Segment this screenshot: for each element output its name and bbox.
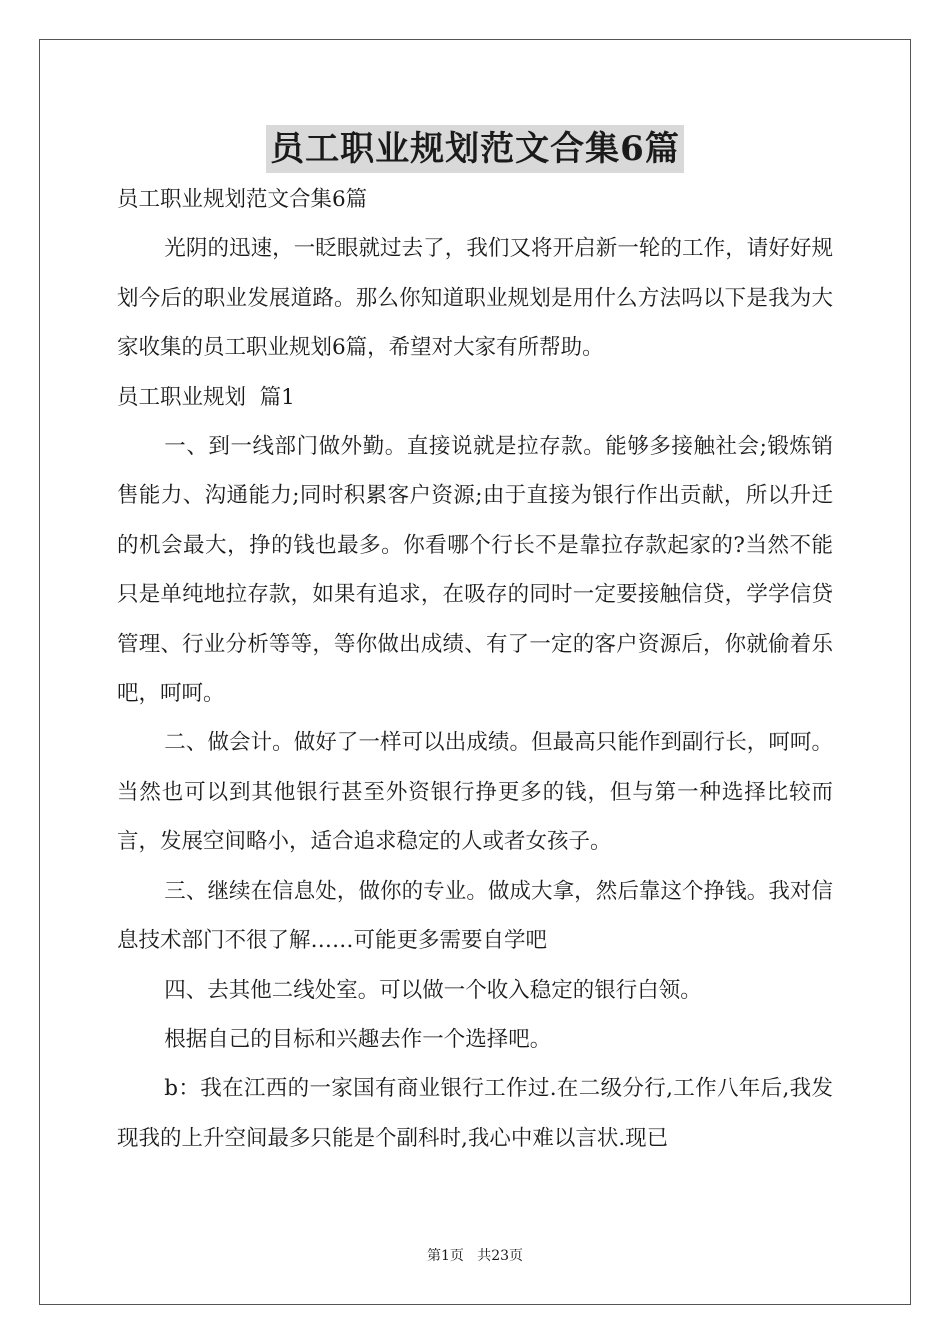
paragraph-6: b：我在江西的一家国有商业银行工作过.在二级分行,工作八年后,我发现我的上升空间最多只能是个副科时,我心中难以言状.现已 (117, 1076, 833, 1151)
paragraph-5: 根据自己的目标和兴趣去作一个选择吧。 (164, 1026, 552, 1052)
page-number: 第1页 共23页 (426, 1248, 524, 1264)
title-block (0, 125, 950, 173)
paragraph-3: 三、继续在信息处，做你的专业。做成大拿，然后靠这个挣钱。我对信息技术部门不很了解……可能更多需要自学吧 (117, 878, 833, 954)
document-body (117, 175, 833, 1163)
paragraph-1: 一、到一线部门做外勤。直接说就是拉存款。能够多接触社会;锻炼销售能力、沟通能力;同时积累客户资源;由于直接为银行作出贡献，所以升迁的机会最大，挣的钱也最多。你看哪个行长不是靠拉存款起家的?当然不能只是单纯地拉存款，如果有追求，在吸存的同时一定要接触信贷，学学信贷管理、行业分析等等，等你做出成绩、有了一定的客户资源后，你就偷着乐吧，呵呵。 (117, 434, 833, 707)
section-heading: 员工职业规划 篇1 (117, 384, 295, 410)
document-title: 员工职业规划范文合集6篇 (266, 125, 684, 173)
subtitle: 员工职业规划范文合集6篇 (117, 187, 368, 212)
paragraph-2: 二、做会计。做好了一样可以出成绩。但最高只能作到副行长，呵呵。当然也可以到其他银行甚至外资银行挣更多的钱，但与第一种选择比较而言，发展空间略小，适合追求稳定的人或者女孩子。 (117, 730, 833, 855)
paragraph-4: 四、去其他二线处室。可以做一个收入稳定的银行白领。 (164, 977, 702, 1003)
intro-paragraph: 光阴的迅速，一眨眼就过去了，我们又将开启新一轮的工作，请好好规划今后的职业发展道路。那么你知道职业规划是用什么方法吗以下是我为大家收集的员工职业规划6篇，希望对大家有所帮助。 (117, 236, 833, 361)
page-footer (0, 1246, 950, 1266)
